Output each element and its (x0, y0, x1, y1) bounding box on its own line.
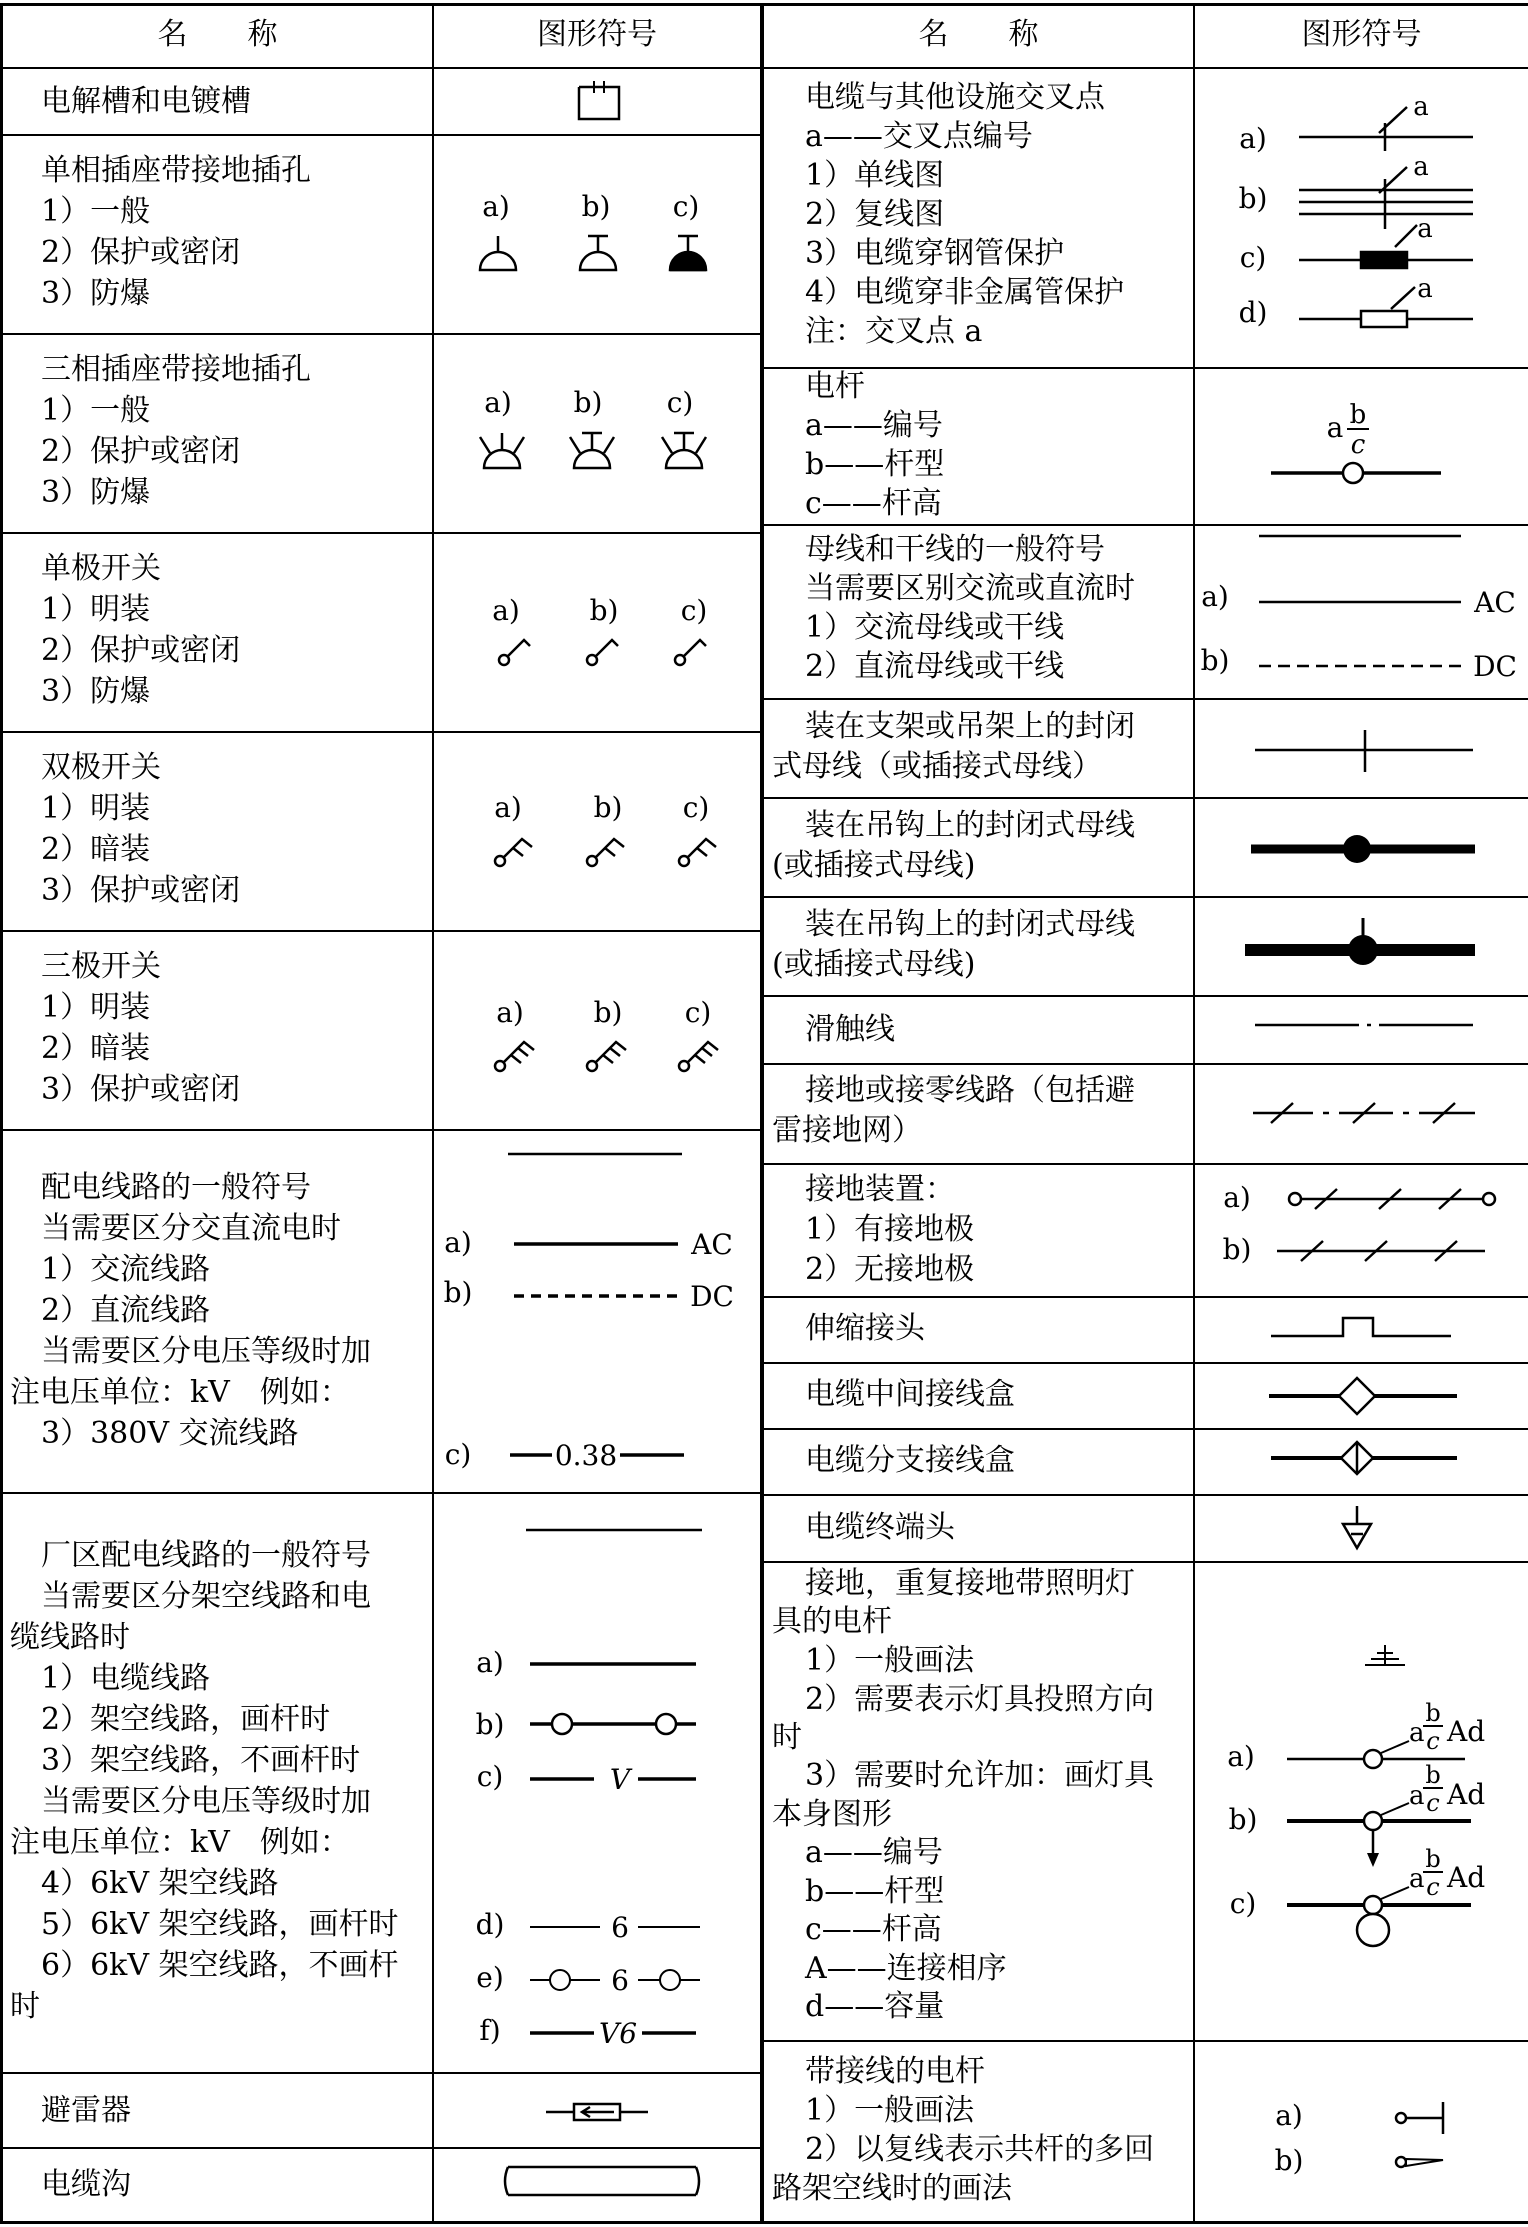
cable-joint-box-symbol (1195, 1362, 1528, 1428)
svg-text:b): b) (1238, 182, 1268, 215)
svg-text:b): b) (581, 190, 611, 223)
row-name: 电解槽和电镀槽 (41, 84, 251, 119)
svg-text:0.38: 0.38 (554, 1439, 618, 1472)
factory-distribution-line-symbol (434, 1492, 760, 2072)
table-border-left (0, 5, 3, 2222)
svg-text:c): c) (444, 1438, 472, 1471)
row-name: 电缆沟 (41, 2167, 131, 2202)
cable-trench-symbol (434, 2147, 760, 2221)
svg-text:Ad: Ad (1447, 1861, 1486, 1894)
svg-text:V: V (609, 1763, 631, 1796)
svg-text:a): a) (482, 190, 510, 223)
svg-text:AC: AC (691, 1228, 733, 1261)
row-name: 电缆中间接线盒 (805, 1377, 1015, 1412)
svg-text:b): b) (1228, 1803, 1258, 1836)
svg-text:b: b (1425, 1699, 1441, 1727)
svg-text:a: a (1326, 411, 1344, 444)
svg-text:c): c) (672, 190, 700, 223)
svg-text:b): b) (573, 386, 603, 419)
row-name: 1）一般画法 2）需要表示灯具投照方向 (805, 1643, 1155, 1717)
enclosed-bus-hook-symbol (1195, 896, 1528, 995)
svg-text:e): e) (476, 1961, 504, 1994)
row-name: 装在支架或吊架上的封闭 (805, 709, 1135, 744)
grounding-device-symbol (1195, 1163, 1528, 1296)
header-symbol: 图形符号 (537, 17, 657, 52)
svg-text:c): c) (682, 791, 710, 824)
svg-text:c: c (1350, 430, 1366, 460)
svg-text:c): c) (476, 1760, 504, 1793)
row-name: 伸缩接头 (805, 1311, 925, 1346)
header-name: 名 称 (157, 17, 278, 52)
row-name: 4）6kV 架空线路 5）6kV 架空线路，画杆时 6）6kV 架空线路，不画杆 (41, 1866, 399, 1983)
pole-with-wire-symbol (1195, 2040, 1528, 2221)
row-name: 路架空线时的画法 (772, 2171, 1012, 2206)
row-name: 三极开关 1）明装 2）暗装 3）保护或密闭 (41, 949, 241, 1107)
svg-text:DC: DC (690, 1280, 734, 1313)
svg-text:d): d) (475, 1908, 505, 1941)
row-name: 本身图形 (772, 1797, 892, 1832)
lamp-pole-symbol (1195, 1561, 1528, 2040)
row-name: a——编号 b——杆型 c——杆高 A——连接相序 d——容量 (805, 1835, 1007, 2024)
row-name: 接地装置： 1）有接地极 2）无接地极 (805, 1172, 975, 1287)
three-phase-socket-symbol (434, 333, 760, 532)
svg-text:b: b (1425, 1845, 1441, 1873)
svg-text:b): b) (593, 791, 623, 824)
bus-bar-symbol (1195, 524, 1528, 698)
expansion-joint-symbol (1195, 1296, 1528, 1362)
row-name: (或插接式母线) (772, 848, 976, 883)
svg-text:DC: DC (1473, 650, 1517, 683)
svg-text:b): b) (1222, 1233, 1252, 1266)
row-name: 1）电缆线路 2）架空线路，画杆时 3）架空线路，不画杆时 当需要区分电压等级时加 (41, 1661, 371, 1819)
row-name: (或插接式母线) (772, 947, 976, 982)
row-name: 注电压单位：kV 例如： (10, 1375, 350, 1410)
row-name: 双极开关 1）明装 2）暗装 3）保护或密闭 (41, 750, 241, 908)
svg-text:a): a) (1223, 1181, 1251, 1214)
svg-text:c): c) (666, 386, 694, 419)
svg-text:b): b) (1200, 644, 1230, 677)
single-pole-switch-symbol (434, 532, 760, 731)
header-name: 名 称 (918, 17, 1039, 52)
row-name: 带接线的电杆 1）一般画法 2）以复线表示共杆的多回 (805, 2054, 1155, 2167)
svg-text:6: 6 (611, 1964, 629, 1997)
single-phase-socket-symbol (434, 134, 760, 333)
row-name: 装在吊钩上的封闭式母线 (805, 808, 1135, 843)
svg-text:b): b) (589, 594, 619, 627)
svg-text:b): b) (593, 996, 623, 1029)
row-name: 装在吊钩上的封闭式母线 (805, 907, 1135, 942)
row-name: 缆线路时 (10, 1620, 130, 1655)
row-name: 三相插座带接地插孔 1）一般 2）保护或密闭 3）防爆 (41, 352, 311, 510)
cable-terminal-symbol (1195, 1494, 1528, 1561)
svg-text:f): f) (479, 2014, 501, 2047)
enclosed-bus-hook-symbol (1195, 797, 1528, 896)
row-name: 雷接地网） (772, 1113, 922, 1148)
utility-pole-symbol (1195, 367, 1528, 524)
svg-text:Ad: Ad (1447, 1778, 1486, 1811)
row-name: 滑触线 (805, 1012, 895, 1047)
row-name: 式母线（或插接式母线） (772, 749, 1102, 784)
svg-text:c: c (1426, 1873, 1440, 1901)
row-name: 3）需要时允许加：画灯具 (805, 1758, 1155, 1793)
svg-text:a): a) (444, 1226, 472, 1259)
svg-text:a): a) (1201, 580, 1229, 613)
svg-text:a: a (1413, 92, 1429, 122)
row-name: 电缆分支接线盒 (805, 1443, 1015, 1478)
svg-text:c): c) (1229, 1887, 1257, 1920)
double-pole-switch-symbol (434, 731, 760, 930)
svg-text:a: a (1409, 1718, 1425, 1748)
svg-text:c): c) (684, 996, 712, 1029)
row-name: 配电线路的一般符号 当需要区分交直流电时 1）交流线路 2）直流线路 当需要区分电压等级时加 (41, 1170, 371, 1369)
svg-text:a): a) (496, 996, 524, 1029)
row-name: 母线和干线的一般符号 当需要区别交流或直流时 1）交流母线或干线 2）直流母线或干线 (805, 532, 1135, 684)
svg-text:a: a (1417, 274, 1433, 304)
svg-text:a: a (1409, 1864, 1425, 1894)
row-name: 3）380V 交流线路 (41, 1416, 299, 1451)
electrolytic-tank-symbol (434, 67, 760, 134)
svg-text:c: c (1426, 1789, 1440, 1817)
svg-text:a): a) (476, 1646, 504, 1679)
table-border-bottom (0, 2221, 1528, 2224)
row-name: 电缆终端头 (805, 1510, 955, 1545)
row-name: 单极开关 1）明装 2）保护或密闭 3）防爆 (41, 551, 241, 709)
row-name: a——交叉点编号 1）单线图 2）复线图 3）电缆穿钢管保护 4）电缆穿非金属管保护 注：交叉点 a (805, 119, 1125, 349)
col-divider-center (760, 5, 764, 2222)
svg-text:Ad: Ad (1447, 1715, 1486, 1748)
row-name: 单相插座带接地插孔 1）一般 2）保护或密闭 3）防爆 (41, 153, 311, 311)
svg-text:a: a (1413, 152, 1429, 182)
svg-text:b: b (1425, 1761, 1441, 1789)
header-symbol: 图形符号 (1301, 17, 1422, 52)
row-name: 电缆与其他设施交叉点 (805, 80, 1105, 115)
svg-text:c): c) (1239, 241, 1267, 274)
distribution-line-symbol (434, 1129, 760, 1492)
row-name: 时 (772, 1720, 802, 1755)
svg-text:a): a) (484, 386, 512, 419)
svg-text:d): d) (1238, 296, 1268, 329)
svg-text:6: 6 (611, 1911, 629, 1944)
row-name: 接地，重复接地带照明灯 (805, 1566, 1135, 1601)
svg-text:a): a) (1227, 1740, 1255, 1773)
svg-text:b): b) (1274, 2144, 1304, 2177)
row-name: 注电压单位：kV 例如： (10, 1825, 350, 1860)
svg-text:c): c) (680, 594, 708, 627)
svg-text:a: a (1417, 214, 1433, 244)
cable-crossing-symbol (1195, 67, 1528, 367)
svg-text:a): a) (1239, 122, 1267, 155)
table-border-top (0, 3, 1528, 6)
svg-text:a): a) (494, 791, 522, 824)
row-name: 时 (10, 1989, 40, 2024)
svg-text:a): a) (1275, 2099, 1303, 2132)
row-name: 电杆 a——编号 b——杆型 c——杆高 (805, 369, 945, 521)
trolley-line-symbol (1195, 995, 1528, 1063)
svg-text:AC: AC (1474, 586, 1516, 619)
row-name: 接地或接零线路（包括避 (805, 1073, 1135, 1108)
svg-text:c: c (1426, 1727, 1440, 1755)
svg-text:V6: V6 (598, 2017, 638, 2050)
cable-branch-box-symbol (1195, 1428, 1528, 1494)
row-name: 厂区配电线路的一般符号 当需要区分架空线路和电 (41, 1538, 371, 1614)
row-name: 避雷器 (41, 2093, 131, 2128)
svg-text:a: a (1409, 1781, 1425, 1811)
svg-text:b): b) (443, 1276, 473, 1309)
grounding-line-symbol (1195, 1063, 1528, 1163)
row-name: 具的电杆 (772, 1604, 892, 1639)
svg-text:b): b) (475, 1708, 505, 1741)
svg-text:b: b (1349, 400, 1367, 430)
lightning-arrester-symbol (434, 2072, 760, 2147)
enclosed-bus-bracket-symbol (1195, 698, 1528, 797)
svg-text:a): a) (492, 594, 520, 627)
triple-pole-switch-symbol (434, 930, 760, 1129)
